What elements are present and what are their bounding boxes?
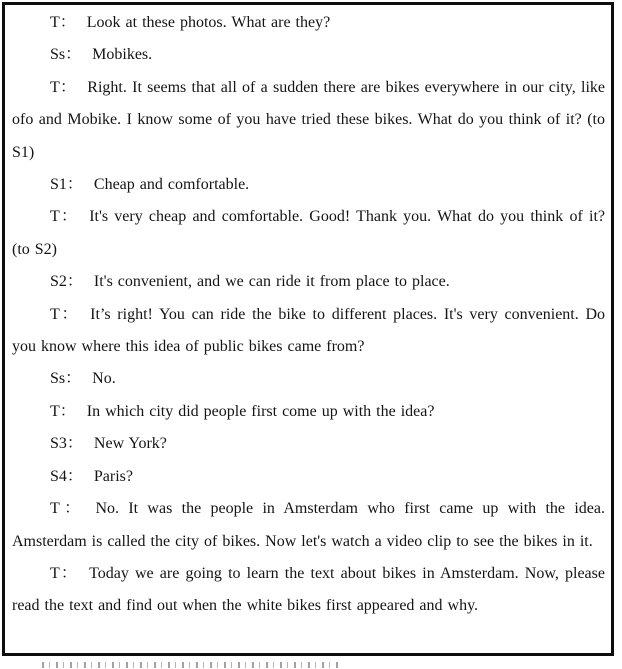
dialogue-paragraph [12, 461, 605, 493]
utterance-text: Right. It seems that all of a sudden there are bikes everywhere in our city, like ofo and Mobike. I know some of you have tried these bikes. What do you think of it? (to S1) [12, 78, 605, 161]
speaker-label: Ss： [50, 46, 82, 64]
utterance-text: Paris? [93, 467, 134, 485]
dialogue-paragraph [12, 7, 605, 39]
speaker-label: T： [50, 500, 85, 518]
utterance-text: Cheap and comfortable. [93, 176, 250, 194]
dialogue-paragraph [12, 396, 605, 428]
dialogue-paragraph [12, 428, 605, 460]
speaker-label: S1： [50, 176, 83, 194]
utterance-text: It's very cheap and comfortable. Good! Thank you. What do you think of it? (to S2) [12, 208, 605, 258]
clipped-text-fragments [42, 662, 338, 668]
utterance-text: No. [92, 370, 116, 388]
speaker-label: T： [50, 402, 76, 420]
dialogue-paragraph [12, 493, 605, 558]
dialogue-paragraph [12, 72, 605, 169]
utterance-text: It’s right! You can ride the bike to different places. It's very convenient. Do you know where this idea of public bikes came from? [12, 305, 606, 356]
speaker-label: T： [50, 305, 80, 323]
dialogue-paragraph [12, 169, 605, 201]
speaker-label: T： [50, 208, 79, 226]
utterance-text: Mobikes. [92, 46, 153, 64]
dialogue-paragraph [12, 201, 605, 266]
dialogue-paragraph [12, 558, 605, 623]
utterance-text: Today we are going to learn the text about bikes in Amsterdam. Now, please read the text and find out when the white bikes first appeared and why. [12, 564, 605, 615]
utterance-text: New York? [93, 435, 167, 453]
dialogue-transcript-box [2, 2, 614, 656]
utterance-text: In which city did people first come up with the idea? [86, 402, 435, 420]
dialogue-paragraph [12, 39, 605, 71]
speaker-label: S3： [50, 435, 83, 453]
speaker-label: Ss： [50, 370, 82, 388]
dialogue-paragraph [12, 266, 605, 298]
speaker-label: T： [50, 14, 76, 31]
dialogue-paragraph [12, 299, 605, 364]
dialogue-paragraph [12, 363, 605, 395]
speaker-label: S4： [50, 467, 83, 485]
speaker-label: S2： [50, 273, 83, 291]
utterance-text: Look at these photos. What are they? [86, 14, 331, 31]
speaker-label: T： [50, 564, 79, 582]
speaker-label: T： [50, 78, 77, 96]
utterance-text: No. It was the people in Amsterdam who first came up with the idea. Amsterdam is called the city of bikes. Now let's watch a video clip to see the bikes in it. [12, 500, 605, 550]
utterance-text: It's convenient, and we can ride it from place to place. [93, 273, 450, 291]
